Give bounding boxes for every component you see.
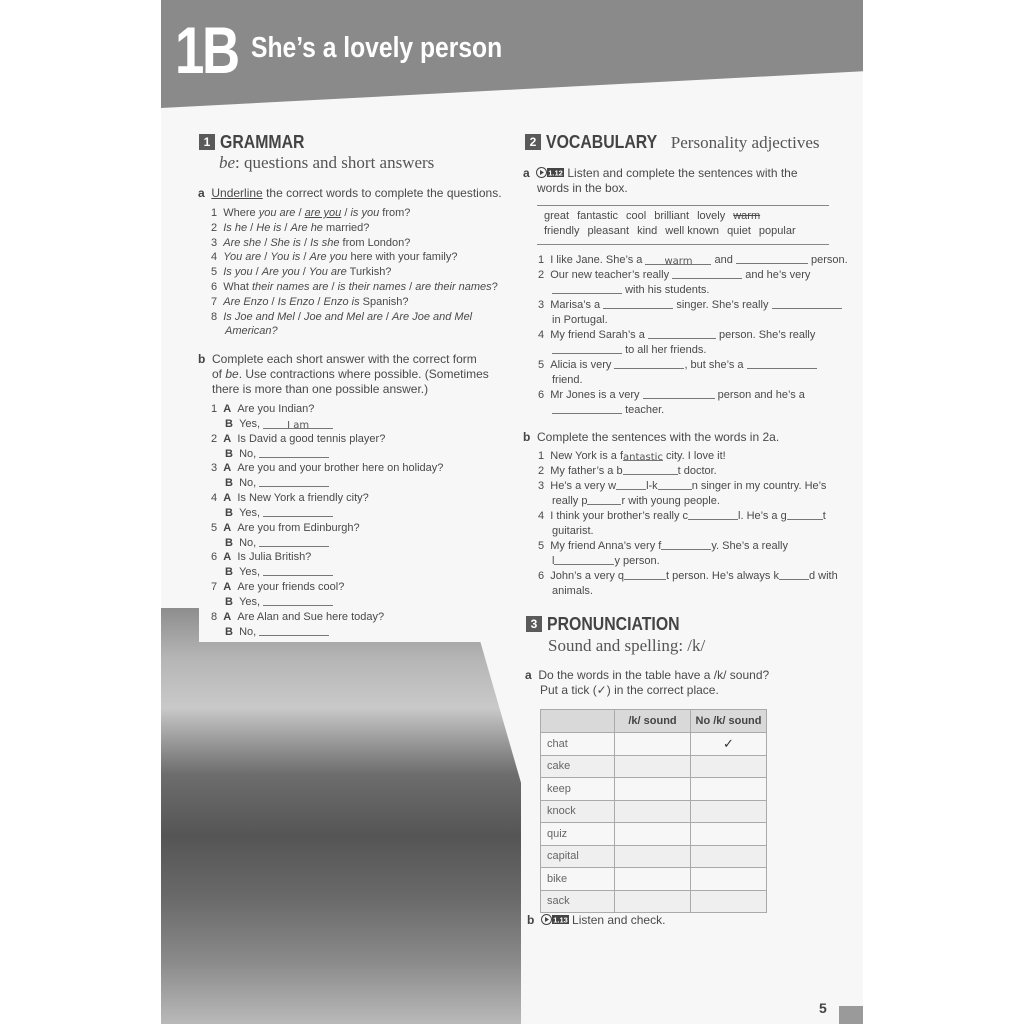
- word-box-row-2: [544, 225, 804, 237]
- option[interactable]: Is you: [223, 266, 253, 279]
- word-cell: bike: [541, 868, 615, 891]
- table-row: [541, 733, 767, 756]
- dialogue-question: 8 A Are Alan and Sue here today?: [211, 610, 385, 623]
- exercise-3a-instruction: a Do the words in the table have a /k/ sound? Put a tick (✓) in the correct place.: [525, 668, 770, 697]
- option[interactable]: Is Enzo: [277, 295, 315, 308]
- no-k-sound-cell[interactable]: [691, 778, 767, 801]
- option[interactable]: Are Enzo: [223, 295, 269, 308]
- option[interactable]: is their names: [337, 280, 407, 293]
- option[interactable]: Enzo is: [323, 295, 360, 308]
- answer-blank[interactable]: [787, 509, 823, 520]
- k-sound-cell[interactable]: [615, 733, 691, 756]
- no-k-sound-cell[interactable]: ✓: [691, 733, 767, 756]
- exercise-2a-instruction: a 1.12 Listen and complete the sentences with the words in the box.: [523, 166, 798, 195]
- question-item: 5 Is you / Are you / You are Turkish?: [211, 266, 392, 279]
- answer-blank[interactable]: [259, 476, 329, 487]
- option[interactable]: You are: [223, 251, 262, 264]
- dialogue-question: 7 A Are your friends cool?: [211, 581, 345, 594]
- grammar-heading: [199, 132, 316, 153]
- option[interactable]: their names are: [251, 280, 329, 293]
- word-cell: quiz: [541, 823, 615, 846]
- page-number: 5: [819, 1000, 827, 1016]
- box-word: friendly: [544, 225, 580, 237]
- sentence-2: 2 Our new teacher’s really and he’s very: [538, 269, 811, 281]
- sentence-3-cont: in Portugal.: [552, 314, 608, 326]
- table-row: [541, 868, 767, 891]
- box-word: brilliant: [654, 210, 690, 222]
- answer-blank[interactable]: [614, 358, 684, 369]
- box-word: pleasant: [587, 225, 630, 237]
- sentence-6-cont: teacher.: [538, 403, 848, 418]
- vocab-2a-sentences: [538, 253, 848, 418]
- page-tab: [839, 1006, 863, 1024]
- k-sound-cell[interactable]: [615, 868, 691, 891]
- box-word: lovely: [697, 210, 726, 222]
- answer-blank[interactable]: [259, 536, 329, 547]
- dialogue-answer: B No,: [211, 625, 443, 640]
- answer-blank[interactable]: [779, 569, 809, 580]
- answer-blank[interactable]: [259, 625, 329, 636]
- sentence-5: 5 Alicia is very , but she’s a: [538, 358, 848, 373]
- table-header: /k/ sound: [615, 710, 691, 733]
- k-sound-cell[interactable]: [615, 823, 691, 846]
- b-sentence-5: 5 My friend Anna’s very f y. She’s a really: [538, 540, 788, 552]
- word-cell: chat: [541, 733, 615, 756]
- exercise-1b-instruction: b Complete each short answer with the correct form of be. Use contractions where possible. (Sometimes there is more than one possible answer.): [198, 352, 489, 396]
- table-row: [541, 778, 767, 801]
- dialogue-question: 5 A Are you from Edinburgh?: [211, 521, 360, 534]
- no-k-sound-cell[interactable]: [691, 890, 767, 913]
- answer-blank[interactable]: [552, 403, 622, 414]
- section-number: 3: [526, 616, 542, 632]
- dialogue-answer: B Yes,: [211, 506, 443, 521]
- vocabulary-heading: [525, 132, 820, 153]
- question-item: 6 What their names are / is their names / are their names?: [211, 280, 498, 293]
- dialogue-answer: B Yes,: [211, 595, 443, 610]
- word-cell: sack: [541, 890, 615, 913]
- section-number: 2: [525, 134, 541, 150]
- k-sound-cell[interactable]: [615, 890, 691, 913]
- b-sentence-1: 1 New York is a fantastic city. I love it!: [538, 450, 726, 463]
- option[interactable]: are you: [304, 207, 342, 219]
- box-word: kind: [637, 225, 658, 237]
- dialogue-answer: B Yes, I am: [211, 417, 443, 432]
- vocabulary-subtitle: Personality adjectives: [670, 133, 820, 152]
- option[interactable]: You is: [270, 251, 301, 264]
- sentence-5-cont: friend.: [552, 374, 583, 386]
- svg-text:1.13: 1.13: [553, 915, 568, 925]
- city-photo: [161, 608, 521, 1024]
- b-sentence-3: 3 He’s a very w l-k n singer in my country. He’s: [538, 480, 827, 492]
- answer-blank[interactable]: [672, 268, 742, 279]
- answer-blank[interactable]: antastic: [623, 452, 663, 463]
- no-k-sound-cell[interactable]: [691, 823, 767, 846]
- box-word: popular: [758, 225, 796, 237]
- option[interactable]: Joe and Mel are: [303, 310, 383, 323]
- answer-blank[interactable]: [552, 283, 622, 294]
- option[interactable]: you are: [258, 207, 296, 219]
- option[interactable]: Is he: [223, 221, 248, 234]
- b-sentence-4-cont: guitarist.: [552, 525, 594, 537]
- question-item-cont: American?: [225, 325, 278, 338]
- word-cell: cake: [541, 755, 615, 778]
- answer-blank[interactable]: [661, 539, 711, 550]
- option[interactable]: Are you: [309, 251, 348, 264]
- answer-blank[interactable]: warm: [645, 254, 711, 265]
- table-header: No /k/ sound: [691, 710, 767, 733]
- dialogue-answer: B No,: [211, 447, 443, 462]
- answer-blank[interactable]: I am: [263, 418, 333, 429]
- exercise-1b-dialogues: [211, 402, 443, 640]
- sentence-2-cont: with his students.: [538, 283, 848, 298]
- box-word: cool: [626, 210, 647, 222]
- dialogue-question: 6 A Is Julia British?: [211, 551, 312, 564]
- k-sound-cell[interactable]: [615, 800, 691, 823]
- dialogue-question: 2 A Is David a good tennis player?: [211, 432, 386, 445]
- option[interactable]: is you: [350, 207, 380, 219]
- b-sentence-2: 2 My father’s a b t doctor.: [538, 465, 717, 477]
- question-item: 1 Where you are / are you / is you from?: [211, 207, 411, 219]
- exercise-1a-instruction: a Underline the correct words to complete the questions.: [198, 186, 502, 200]
- answer-blank[interactable]: [587, 494, 621, 505]
- dialogue-question: 4 A Is New York a friendly city?: [211, 492, 369, 505]
- no-k-sound-cell[interactable]: [691, 800, 767, 823]
- b-sentence-4: 4 I think your brother’s really c l. He’s a g t: [538, 510, 826, 522]
- box-word: great: [544, 210, 570, 222]
- question-item: 2 Is he / He is / Are he married?: [211, 221, 370, 234]
- table-row: [541, 890, 767, 913]
- answer-blank[interactable]: [263, 565, 333, 576]
- option[interactable]: are their names: [415, 280, 492, 293]
- option[interactable]: Are you: [261, 266, 300, 279]
- audio-track-icon[interactable]: [541, 914, 569, 925]
- answer-blank[interactable]: [259, 447, 329, 458]
- option[interactable]: Is Joe and Mel: [223, 310, 295, 323]
- option[interactable]: He is: [256, 221, 282, 234]
- option[interactable]: Are Joe and Mel: [392, 310, 473, 323]
- pronunciation-heading: [526, 614, 698, 635]
- unit-title: She’s a lovely person: [251, 32, 503, 64]
- pronunciation-subtitle: Sound and spelling: /k/: [548, 636, 706, 655]
- answer-blank[interactable]: [263, 506, 333, 517]
- answer-blank[interactable]: [623, 464, 678, 475]
- dialogue-answer: B No,: [211, 536, 443, 551]
- workbook-page: [161, 0, 863, 1024]
- word-cell: knock: [541, 800, 615, 823]
- no-k-sound-cell[interactable]: [691, 755, 767, 778]
- answer-blank[interactable]: [552, 343, 622, 354]
- exercise-3b-instruction: b 1.13 Listen and check.: [527, 913, 666, 927]
- sentence-4-cont: to all her friends.: [538, 343, 848, 358]
- word-cell: capital: [541, 845, 615, 868]
- section-title: PRONUNCIATION: [547, 614, 680, 634]
- answer-blank[interactable]: [747, 358, 817, 369]
- sentence-1: 1 I like Jane. She’s a warm and person.: [538, 254, 848, 267]
- dialogue-question: 1 A Are you Indian?: [211, 403, 315, 415]
- answer-blank[interactable]: [648, 328, 716, 339]
- dialogue-answer: B No,: [211, 476, 443, 491]
- svg-text:1.12: 1.12: [548, 168, 564, 178]
- box-word: fantastic: [577, 210, 619, 222]
- k-sound-cell[interactable]: [615, 778, 691, 801]
- sound-table: [540, 709, 767, 913]
- answer-blank[interactable]: [616, 479, 646, 490]
- option[interactable]: Are she: [223, 236, 262, 249]
- sentence-3: 3 Marisa’s a singer. She’s really: [538, 298, 848, 313]
- table-row: [541, 823, 767, 846]
- unit-code: 1B: [175, 13, 238, 87]
- option[interactable]: You are: [308, 266, 347, 279]
- dialogue-answer: B Yes,: [211, 565, 443, 580]
- answer-blank[interactable]: [772, 298, 842, 309]
- table-row: [541, 800, 767, 823]
- table-row: [541, 845, 767, 868]
- answer-blank[interactable]: [603, 298, 673, 309]
- k-sound-cell[interactable]: [615, 845, 691, 868]
- answer-blank[interactable]: [554, 554, 614, 565]
- section-title: VOCABULARY: [546, 132, 658, 152]
- option[interactable]: Are he: [290, 221, 323, 234]
- b-sentence-6-cont: animals.: [552, 585, 593, 597]
- question-item: 7 Are Enzo / Is Enzo / Enzo is Spanish?: [211, 295, 409, 308]
- option[interactable]: She is: [270, 236, 301, 249]
- answer-blank[interactable]: [688, 509, 738, 520]
- sentence-4: 4 My friend Sarah’s a person. She’s really: [538, 329, 816, 341]
- box-word: quiet: [727, 225, 751, 237]
- k-sound-cell[interactable]: [615, 755, 691, 778]
- b-sentence-5-cont: l y person.: [552, 555, 660, 567]
- section-number: 1: [199, 134, 215, 150]
- no-k-sound-cell[interactable]: [691, 845, 767, 868]
- box-word: well known: [665, 225, 720, 237]
- question-item: 8 Is Joe and Mel / Joe and Mel are / Are Joe and Mel: [211, 310, 473, 323]
- box-word: warm: [733, 210, 761, 222]
- word-box-row-1: [544, 210, 768, 222]
- option[interactable]: Is she: [310, 236, 340, 249]
- answer-blank[interactable]: [624, 569, 666, 580]
- answer-blank[interactable]: [263, 595, 333, 606]
- question-item: 3 Are she / She is / Is she from London?: [211, 236, 411, 249]
- answer-blank[interactable]: [736, 253, 808, 264]
- question-item: 4 You are / You is / Are you here with your family?: [211, 251, 458, 264]
- exercise-1a-questions: [211, 206, 498, 339]
- dialogue-question: 3 A Are you and your brother here on holiday?: [211, 462, 444, 475]
- section-title: GRAMMAR: [220, 132, 305, 152]
- sentence-6: 6 Mr Jones is a very person and he’s a: [538, 389, 805, 401]
- table-row: [541, 755, 767, 778]
- no-k-sound-cell[interactable]: [691, 868, 767, 891]
- exercise-2b-instruction: b Complete the sentences with the words in 2a.: [523, 430, 780, 444]
- vocab-2b-sentences: [538, 449, 838, 599]
- audio-track-icon[interactable]: [536, 167, 564, 178]
- b-sentence-3-cont: really p r with young people.: [552, 495, 720, 507]
- table-header: [541, 710, 615, 733]
- grammar-subtitle: be: questions and short answers: [219, 153, 435, 172]
- word-cell: keep: [541, 778, 615, 801]
- answer-blank[interactable]: [643, 388, 715, 399]
- answer-blank[interactable]: [658, 479, 692, 490]
- b-sentence-6: 6 John’s a very q t person. He’s always k d with: [538, 570, 838, 582]
